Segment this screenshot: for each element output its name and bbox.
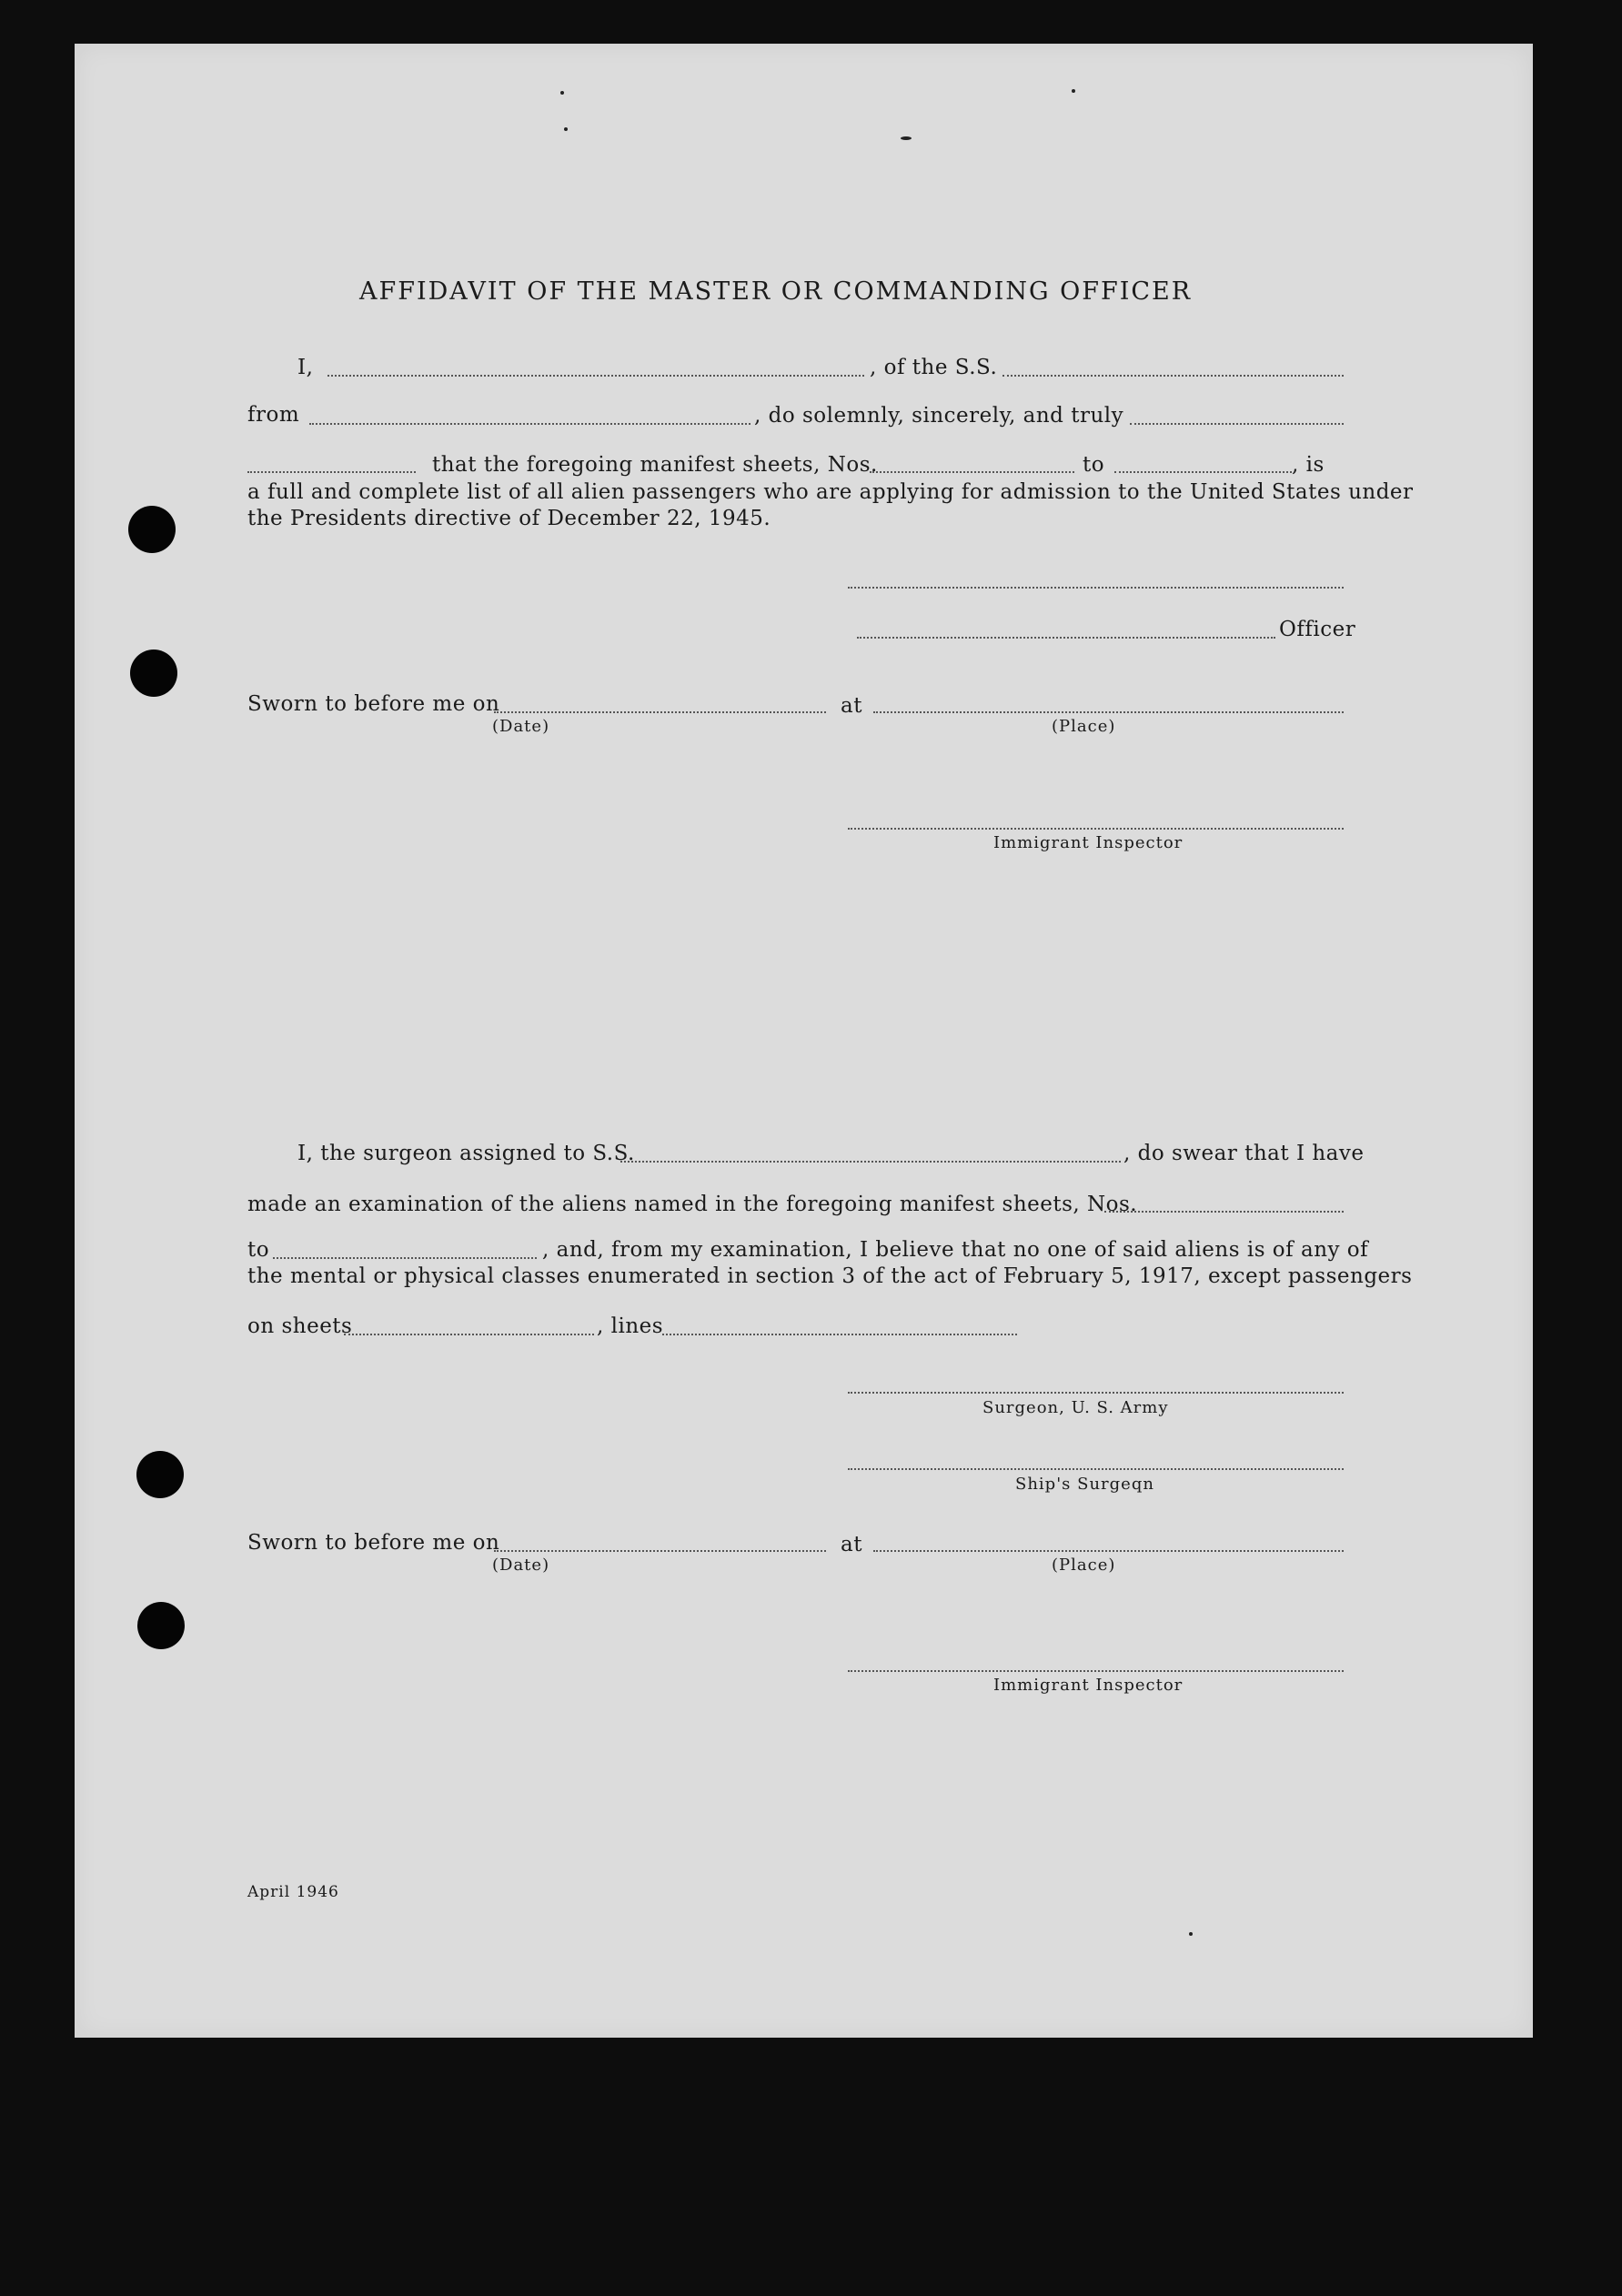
master-is-text: , is [1292, 453, 1325, 477]
master-nos-to-field[interactable] [1114, 471, 1292, 473]
surgeon-belief-text: , and, from my examination, I believe that no one of said aliens is of any of [542, 1238, 1369, 1262]
master-truly-field[interactable] [1130, 423, 1344, 425]
officer-signature-field[interactable] [857, 637, 1275, 639]
master-from-field[interactable] [309, 423, 751, 425]
master-sworn-text: Sworn to before me on [247, 692, 500, 716]
officer-label: Officer [1279, 618, 1356, 641]
surgeon-to-text: to [247, 1238, 270, 1262]
surgeon-nos-to-field[interactable] [273, 1257, 537, 1259]
surgeon-inspector-label: Immigrant Inspector [993, 1676, 1184, 1695]
surgeon-sheets-text: on sheets [247, 1314, 353, 1338]
scan-speck [1072, 89, 1075, 93]
master-place-label: (Place) [1052, 717, 1116, 736]
army-surgeon-signature-field[interactable] [848, 1392, 1344, 1394]
master-solemnly-text: , do solemnly, sincerely, and truly [754, 404, 1124, 428]
surgeon-place-field[interactable] [873, 1550, 1344, 1552]
master-i-text: I, [297, 356, 314, 379]
master-ship-field[interactable] [1002, 375, 1344, 377]
surgeon-place-label: (Place) [1052, 1556, 1116, 1575]
master-directive-text: the Presidents directive of December 22, 1945. [247, 507, 771, 530]
master-list-text: a full and complete list of all alien passengers who are applying for admission to the United States under [247, 480, 1414, 504]
master-nos-from-field[interactable] [870, 471, 1074, 473]
master-inspector-label: Immigrant Inspector [993, 833, 1184, 852]
surgeon-intro-text: I, the surgeon assigned to S.S. [297, 1142, 635, 1165]
master-to-text: to [1083, 453, 1105, 477]
punch-hole [137, 1602, 185, 1649]
scan-speck [564, 127, 568, 131]
scan-speck [560, 91, 564, 95]
master-from-text: from [247, 403, 300, 427]
master-ss-text: , of the S.S. [870, 356, 998, 379]
punch-hole [130, 650, 177, 697]
scan-speck [1189, 1932, 1193, 1936]
master-date-field[interactable] [494, 711, 826, 713]
form-title: AFFIDAVIT OF THE MASTER OR COMMANDING OFFICER [359, 277, 1193, 306]
master-inspector-field[interactable] [848, 828, 1344, 830]
surgeon-nos-from-field[interactable] [1104, 1211, 1344, 1213]
surgeon-sheets-field[interactable] [344, 1334, 594, 1335]
ship-surgeon-label: Ship's Surgeqn [1015, 1475, 1154, 1494]
punch-hole [136, 1451, 184, 1498]
surgeon-examination-text: made an examination of the aliens named in the foregoing manifest sheets, Nos. [247, 1193, 1138, 1216]
punch-hole [128, 506, 176, 553]
ship-surgeon-signature-field[interactable] [848, 1468, 1344, 1470]
surgeon-swear-text: , do swear that I have [1123, 1142, 1365, 1165]
master-at-text: at [841, 694, 862, 718]
master-prefix-field[interactable] [247, 471, 416, 473]
army-surgeon-label: Surgeon, U. S. Army [982, 1398, 1169, 1417]
surgeon-classes-text: the mental or physical classes enumerated in section 3 of the act of February 5, 1917, except passengers [247, 1264, 1413, 1288]
surgeon-date-field[interactable] [494, 1550, 826, 1552]
master-date-label: (Date) [492, 717, 550, 736]
surgeon-sworn-text: Sworn to before me on [247, 1531, 500, 1555]
master-name-field[interactable] [327, 375, 864, 377]
form-page [75, 44, 1533, 2038]
surgeon-lines-text: , lines [597, 1314, 664, 1338]
surgeon-ship-field[interactable] [620, 1161, 1121, 1163]
surgeon-inspector-field[interactable] [848, 1670, 1344, 1672]
surgeon-at-text: at [841, 1533, 862, 1556]
master-foregoing-text: that the foregoing manifest sheets, Nos. [432, 453, 878, 477]
surgeon-lines-field[interactable] [662, 1334, 1017, 1335]
master-signature-field[interactable] [848, 587, 1344, 589]
form-date-footer: April 1946 [247, 1883, 339, 1901]
master-place-field[interactable] [873, 711, 1344, 713]
scan-speck [901, 136, 912, 140]
surgeon-date-label: (Date) [492, 1556, 550, 1575]
